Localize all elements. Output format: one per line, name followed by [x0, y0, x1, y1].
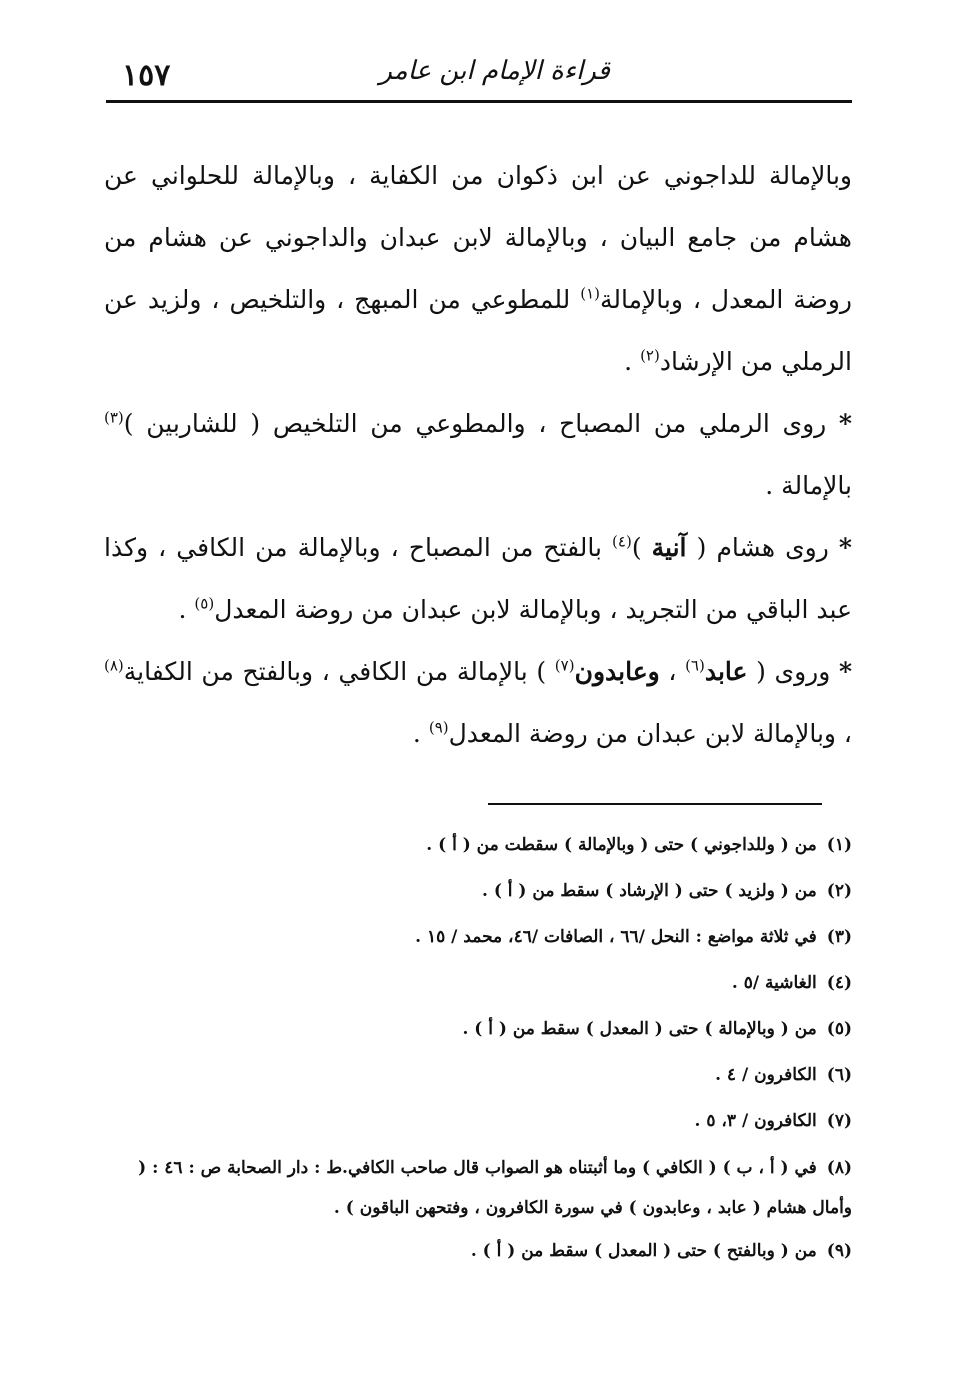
- quranic-word: آنية: [651, 533, 687, 562]
- text-run: بالفتح من المصباح ، وبالإمالة من الكافي ، وكذا عبد الباقي من التجريد ، وبالإمالة لابن عبدان من روضة المعدل: [104, 533, 852, 624]
- page-header: [108, 52, 850, 100]
- footnote-text: في ( أ ، ب ) ( الكافي ) وما أثبتناه هو الصواب قال صاحب الكافي.ط : دار الصحابة ص : ٤٦ : ( وأمال هشام ( عابد ، وعابدون ) في سورة الكافرون ، وفتحهن الباقون ) .: [138, 1158, 852, 1218]
- footnote: [104, 1228, 852, 1274]
- text-run: ، وبالإمالة لابن عبدان من روضة المعدل: [448, 719, 852, 748]
- footnote-reference: (٩): [428, 718, 449, 737]
- footnote-number: (٣): [826, 927, 852, 947]
- quranic-word: وعابدون: [574, 657, 660, 686]
- header-rule: [106, 100, 852, 103]
- footnote-number: (٤): [826, 973, 852, 993]
- footnote-reference: (٧): [554, 656, 575, 675]
- paragraph: [104, 641, 852, 765]
- quranic-word: عابد: [704, 657, 748, 686]
- asterisk-marker: *: [838, 409, 852, 438]
- text-run: ،: [659, 657, 686, 686]
- footnote-number: (١): [826, 835, 852, 855]
- paragraph: [104, 145, 852, 393]
- footnote-number: (٧): [826, 1111, 852, 1131]
- footnote-reference: (٦): [685, 656, 705, 675]
- footnote: [104, 1098, 852, 1144]
- footnote-text: من ( وللداجوني ) حتى ( وبالإمالة ) سقطت من ( أ ) .: [426, 835, 817, 855]
- footnote: [104, 914, 852, 960]
- footnote: [104, 1052, 852, 1098]
- footnote-reference: (٣): [104, 408, 124, 427]
- footnote-text: الغاشية /٥ .: [731, 973, 817, 993]
- text-run: وبالإمالة للداجوني عن ابن ذكوان من الكفاية ، وبالإمالة للحلواني عن هشام من جامع البيان ، وبالإمالة لابن عبدان والداجوني عن هشام من روضة المعدل ، وبالإمالة: [104, 161, 853, 314]
- text-run: وروى (: [747, 657, 839, 686]
- text-run: للمطوعي من المبهج ، والتلخيص ، ولزيد عن الرملي من الإرشاد: [104, 285, 852, 376]
- text-run: روى الرملي من المصباح ، والمطوعي من التلخيص ( للشاربين ): [123, 409, 839, 438]
- text-run: .: [624, 347, 641, 376]
- footnote-reference: (٢): [640, 346, 660, 365]
- main-text: [104, 145, 852, 765]
- footnote-number: (٥): [826, 1019, 852, 1039]
- text-run: .: [178, 595, 195, 624]
- text-run: بالإمالة .: [765, 471, 852, 500]
- footnote: [104, 1148, 852, 1228]
- paragraph: [104, 517, 852, 641]
- footnote-reference: (١): [580, 284, 600, 303]
- footnote-reference: (٨): [104, 656, 124, 675]
- footnote-separator: [488, 803, 822, 805]
- running-title: قراءة الإمام ابن عامر: [379, 56, 610, 86]
- footnote-text: من ( وبالإمالة ) حتى ( المعدل ) سقط من ( أ ) .: [462, 1019, 817, 1039]
- footnote: [104, 1006, 852, 1052]
- footnote-reference: (٥): [194, 594, 215, 613]
- page-number: ١٥٧: [122, 58, 171, 93]
- footnotes: [104, 822, 852, 1274]
- footnote-number: (٨): [826, 1158, 852, 1178]
- footnote-text: في ثلاثة مواضع : النحل /٦٦ ، الصافات /٤٦، محمد / ١٥ .: [415, 927, 817, 947]
- footnote-number: (٦): [826, 1065, 852, 1085]
- footnote: [104, 868, 852, 914]
- footnote-text: من ( ولزيد ) حتى ( الإرشاد ) سقط من ( أ ) .: [481, 881, 817, 901]
- footnote-number: (٩): [826, 1241, 852, 1261]
- paragraph: [104, 393, 852, 517]
- text-run: .: [412, 719, 429, 748]
- footnote-text: من ( وبالفتح ) حتى ( المعدل ) سقط من ( أ ) .: [470, 1241, 817, 1261]
- text-run: ): [631, 533, 652, 562]
- footnote: [104, 960, 852, 1006]
- asterisk-marker: *: [838, 657, 853, 686]
- footnote-text: الكافرون / ٣، ٥ .: [694, 1111, 817, 1131]
- footnote-text: الكافرون / ٤ .: [715, 1065, 817, 1085]
- asterisk-marker: *: [838, 533, 852, 562]
- footnote: [104, 822, 852, 868]
- text-run: ) بالإمالة من الكافي ، وبالفتح من الكفاية: [123, 657, 555, 686]
- text-run: روى هشام (: [686, 533, 839, 562]
- footnote-number: (٢): [826, 881, 852, 901]
- footnote-reference: (٤): [612, 532, 632, 551]
